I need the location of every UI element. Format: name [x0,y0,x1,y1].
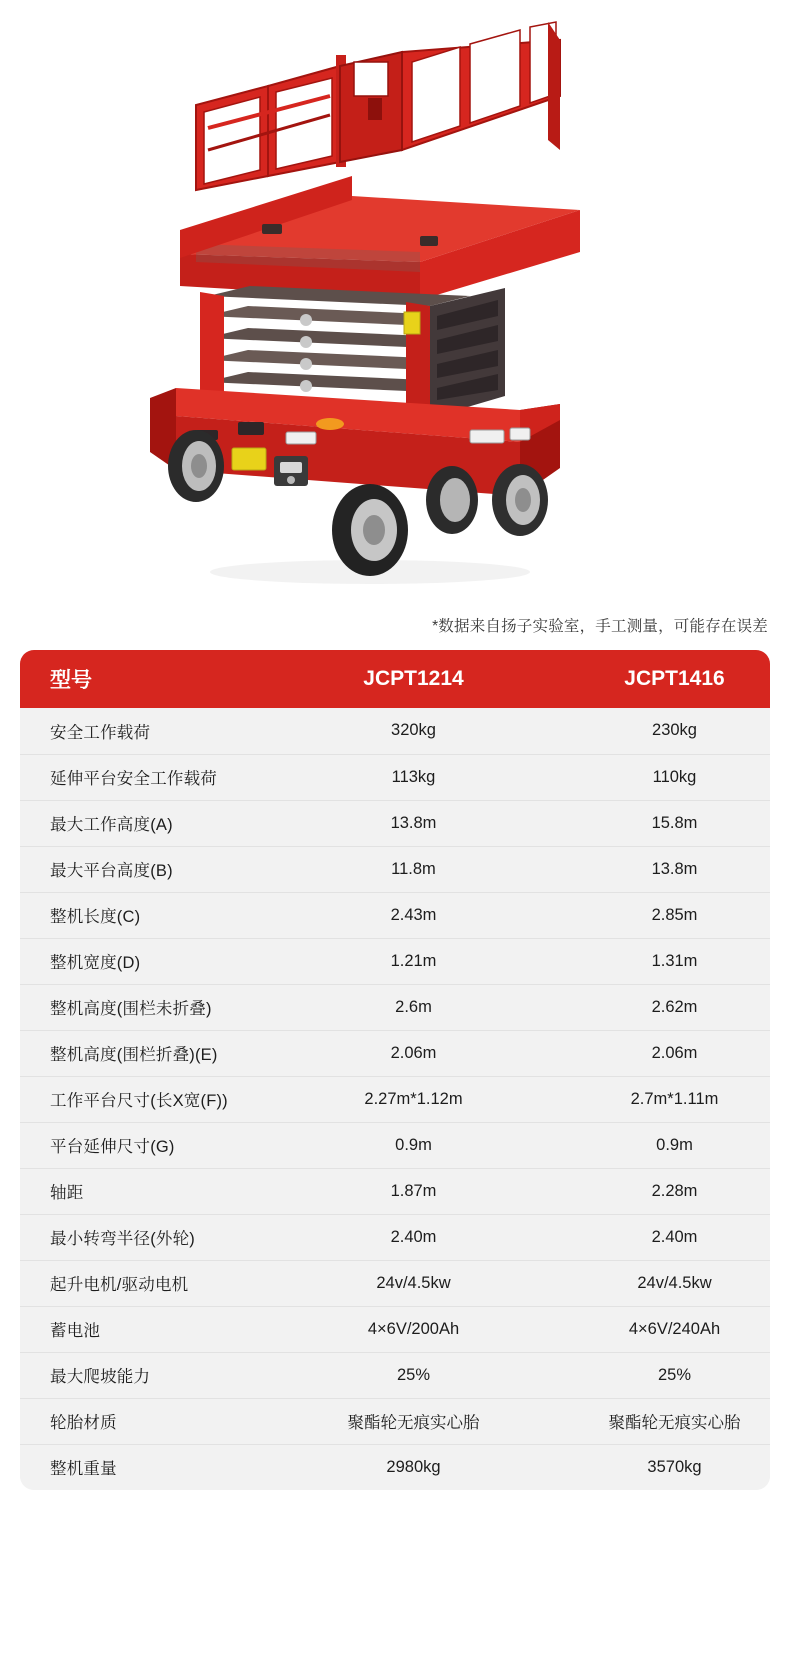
spec-label: 起升电机/驱动电机 [20,1260,283,1306]
spec-value: 320kg [283,708,544,754]
product-image [0,0,790,600]
spec-table-body [20,708,770,1490]
spec-value: 2980kg [283,1444,544,1490]
table-row [20,1398,770,1444]
spec-label: 整机高度(围栏未折叠) [20,984,283,1030]
spec-label: 最大工作高度(A) [20,800,283,846]
spec-value: 2.43m [283,892,544,938]
table-row [20,892,770,938]
table-row [20,1306,770,1352]
spec-value: 1.21m [283,938,544,984]
spec-value: 25% [283,1352,544,1398]
table-row [20,1444,770,1490]
spec-value: 0.9m [283,1122,544,1168]
table-row [20,1352,770,1398]
table-row [20,708,770,754]
spec-label: 安全工作载荷 [20,708,283,754]
spec-value: 4×6V/240Ah [544,1306,770,1352]
table-row [20,1214,770,1260]
table-row [20,800,770,846]
header-model-1: JCPT1214 [283,650,544,708]
spec-value: 24v/4.5kw [283,1260,544,1306]
spec-label: 整机宽度(D) [20,938,283,984]
spec-value: 110kg [544,754,770,800]
table-row [20,1168,770,1214]
spec-label: 整机重量 [20,1444,283,1490]
spec-value: 聚酯轮无痕实心胎 [283,1398,544,1444]
data-source-note [0,600,790,650]
table-row [20,1122,770,1168]
table-row [20,984,770,1030]
table-row [20,1076,770,1122]
spec-value: 15.8m [544,800,770,846]
table-row [20,938,770,984]
table-row [20,1260,770,1306]
note-text: *数据来自扬子实验室，手工测量，可能存在误差 [432,618,768,635]
spec-label: 最大平台高度(B) [20,846,283,892]
spec-label: 整机高度(围栏折叠)(E) [20,1030,283,1076]
spec-value: 2.6m [283,984,544,1030]
spec-value: 4×6V/200Ah [283,1306,544,1352]
spec-value: 2.85m [544,892,770,938]
spec-label: 蓄电池 [20,1306,283,1352]
spec-value: 3570kg [544,1444,770,1490]
spec-label: 延伸平台安全工作载荷 [20,754,283,800]
spec-value: 2.27m*1.12m [283,1076,544,1122]
spec-value: 24v/4.5kw [544,1260,770,1306]
spec-value: 2.28m [544,1168,770,1214]
header-model-label: 型号 [20,650,283,708]
spec-value: 2.06m [544,1030,770,1076]
spec-value: 2.06m [283,1030,544,1076]
spec-value: 1.31m [544,938,770,984]
spec-value: 2.62m [544,984,770,1030]
spec-value: 13.8m [544,846,770,892]
table-row [20,754,770,800]
spec-value: 13.8m [283,800,544,846]
spec-table-header [20,650,770,708]
spec-label: 轮胎材质 [20,1398,283,1444]
spec-value: 0.9m [544,1122,770,1168]
table-row [20,1030,770,1076]
spec-label: 轴距 [20,1168,283,1214]
table-row [20,846,770,892]
spec-table [20,650,770,1490]
spec-label: 整机长度(C) [20,892,283,938]
scissor-lift-illustration [0,0,790,600]
spec-label: 平台延伸尺寸(G) [20,1122,283,1168]
header-model-2: JCPT1416 [544,650,770,708]
spec-value: 113kg [283,754,544,800]
spec-value: 230kg [544,708,770,754]
spec-value: 2.40m [544,1214,770,1260]
spec-value: 2.40m [283,1214,544,1260]
spec-value: 聚酯轮无痕实心胎 [544,1398,770,1444]
spec-value: 25% [544,1352,770,1398]
spec-value: 2.7m*1.11m [544,1076,770,1122]
spec-label: 最小转弯半径(外轮) [20,1214,283,1260]
spec-label: 工作平台尺寸(长X宽(F)) [20,1076,283,1122]
spec-value: 11.8m [283,846,544,892]
spec-table-container [20,650,770,1490]
header-row [20,650,770,708]
spec-value: 1.87m [283,1168,544,1214]
spec-label: 最大爬坡能力 [20,1352,283,1398]
